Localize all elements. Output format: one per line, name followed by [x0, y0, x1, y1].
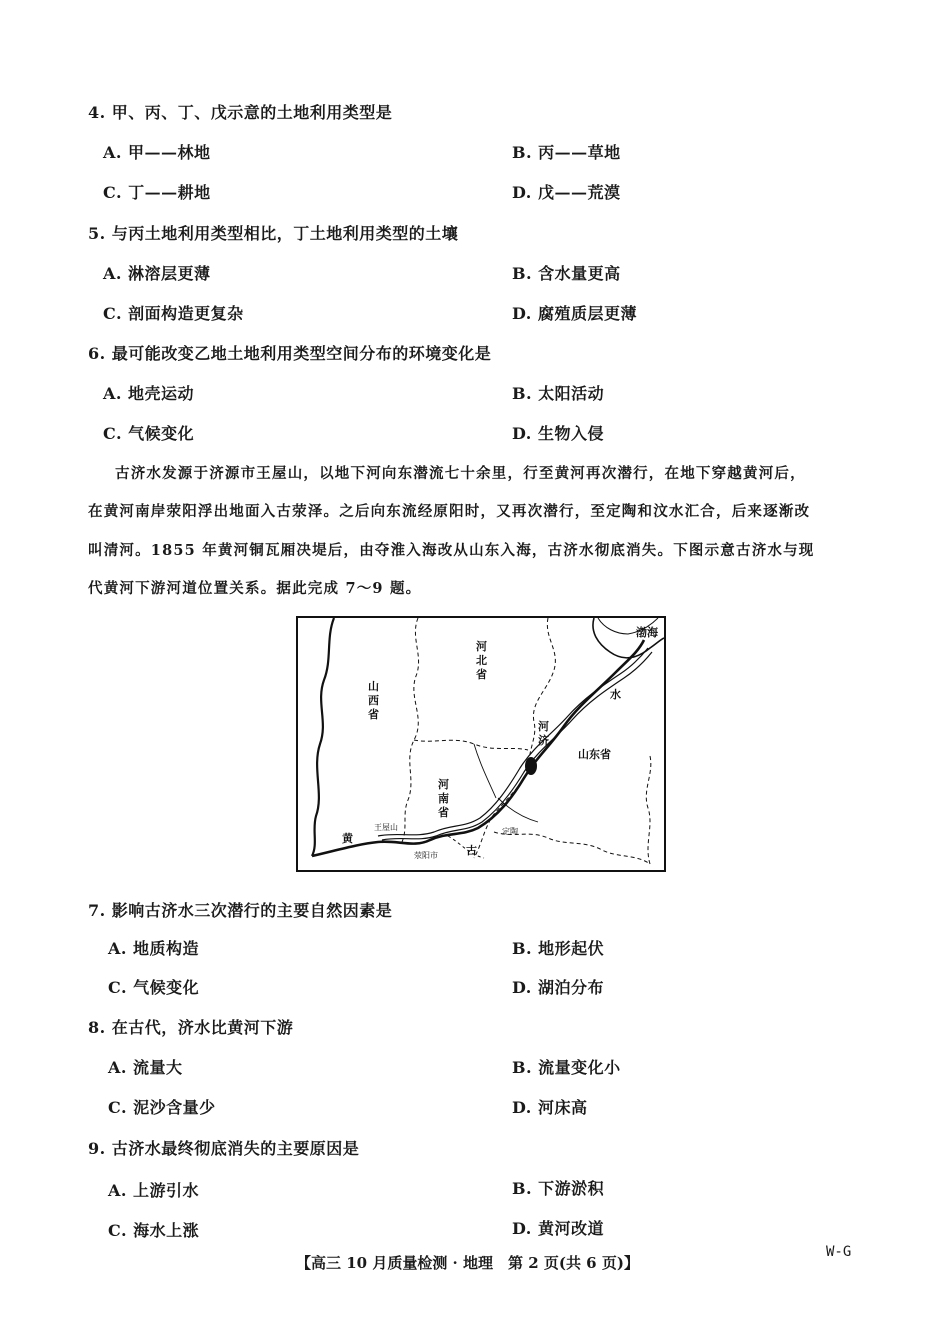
label-dingtao: 定陶 [502, 827, 518, 836]
paper-code: W-G [826, 1244, 852, 1260]
q9-option-d: D. 黄河改道 [512, 1219, 604, 1238]
label-gu: 古 [466, 844, 477, 857]
q8-option-a: A. 流量大 [108, 1058, 183, 1077]
province-boundary-shandong-south [494, 832, 650, 864]
q9-option-c: C. 海水上涨 [108, 1221, 200, 1240]
question-7-stem: 7. 影响古济水三次潜行的主要自然因素是 [88, 901, 393, 920]
label-hebei-3: 省 [476, 668, 487, 681]
q5-option-d: D. 腐殖质层更薄 [512, 304, 637, 323]
q4-option-d: D. 戊——荒漠 [512, 183, 621, 202]
label-shanxi-3: 省 [368, 708, 379, 721]
province-boundary-hebei-henan [414, 740, 528, 750]
label-shui: 水 [610, 688, 621, 701]
q9-option-b: B. 下游淤积 [512, 1179, 605, 1198]
label-shandong: 山东省 [578, 748, 611, 761]
label-huang: 黄 [342, 832, 353, 845]
passage-line-2: 在黄河南岸荥阳浮出地面入古荥泽。之后向东流经原阳时，又再次潜行，至定陶和汶水汇合，后来逐渐改 [88, 503, 811, 520]
q6-option-c: C. 气候变化 [103, 424, 195, 443]
q4-option-c: C. 丁——耕地 [103, 183, 211, 202]
q4-option-b: B. 丙——草地 [512, 143, 621, 162]
q8-option-b: B. 流量变化小 [512, 1058, 621, 1077]
ancient-ji-river [378, 648, 648, 836]
q8-option-c: C. 泥沙含量少 [108, 1098, 216, 1117]
page-footer: 【高三 10 月质量检测 · 地理 第 2 页(共 6 页)】 [296, 1254, 639, 1272]
map-figure [298, 618, 664, 870]
label-wangwushan: 王屋山 [374, 823, 398, 832]
passage-line-4: 代黄河下游河道位置关系。据此完成 7～9 题。 [88, 580, 422, 597]
lake-marker [525, 757, 537, 775]
yellow-river-middle-reach [312, 618, 334, 856]
q7-option-c: C. 气候变化 [108, 978, 200, 997]
passage-line-3: 叫清河。1855 年黄河铜瓦厢决堤后，由夺淮入海改从山东入海，古济水彻底消失。下图示意古济水与现 [88, 542, 815, 559]
passage-line-1: 古济水发源于济源市王屋山，以地下河向东潜流七十余里，行至黄河再次潜行，在地下穿越黄河后， [115, 465, 806, 482]
label-ji: 济 [538, 734, 549, 747]
q8-option-d: D. 河床高 [512, 1098, 588, 1117]
ji-river-map [296, 616, 666, 872]
label-bohai: 渤海 [636, 626, 658, 639]
label-henan-2: 南 [438, 792, 449, 805]
label-shanxi-2: 西 [368, 694, 379, 707]
province-boundary-hebei-shandong [529, 618, 555, 770]
label-hebei-2: 北 [476, 654, 487, 667]
q5-option-b: B. 含水量更高 [512, 264, 621, 283]
label-hebei-1: 河 [476, 640, 487, 653]
question-8-stem: 8. 在古代，济水比黄河下游 [88, 1018, 294, 1037]
label-henan-3: 省 [438, 806, 449, 819]
tributary-north [474, 744, 496, 798]
tributary-south [498, 798, 538, 822]
question-6-stem: 6. 最可能改变乙地土地利用类型空间分布的环境变化是 [88, 344, 492, 363]
q6-option-b: B. 太阳活动 [512, 384, 605, 403]
question-5-stem: 5. 与丙土地利用类型相比，丁土地利用类型的土壤 [88, 224, 459, 243]
q6-option-a: A. 地壳运动 [103, 384, 195, 403]
q6-option-d: D. 生物入侵 [512, 424, 604, 443]
province-boundary-shanxi-hebei [402, 618, 419, 842]
question-4-stem: 4. 甲、丙、丁、戊示意的土地利用类型是 [88, 103, 393, 122]
q7-option-a: A. 地质构造 [108, 939, 200, 958]
label-henan-1: 河 [438, 778, 449, 791]
label-he: 河 [538, 720, 549, 733]
q7-option-b: B. 地形起伏 [512, 939, 605, 958]
q4-option-a: A. 甲——林地 [103, 143, 211, 162]
province-boundary-shandong-east [646, 756, 651, 864]
q5-option-a: A. 淋溶层更薄 [103, 264, 211, 283]
question-9-stem: 9. 古济水最终彻底消失的主要原因是 [88, 1139, 360, 1158]
label-xingyang: 荥阳市 [414, 851, 438, 860]
label-shanxi-1: 山 [368, 680, 379, 693]
q5-option-c: C. 剖面构造更复杂 [103, 304, 244, 323]
q9-option-a: A. 上游引水 [108, 1181, 200, 1200]
q7-option-d: D. 湖泊分布 [512, 978, 604, 997]
